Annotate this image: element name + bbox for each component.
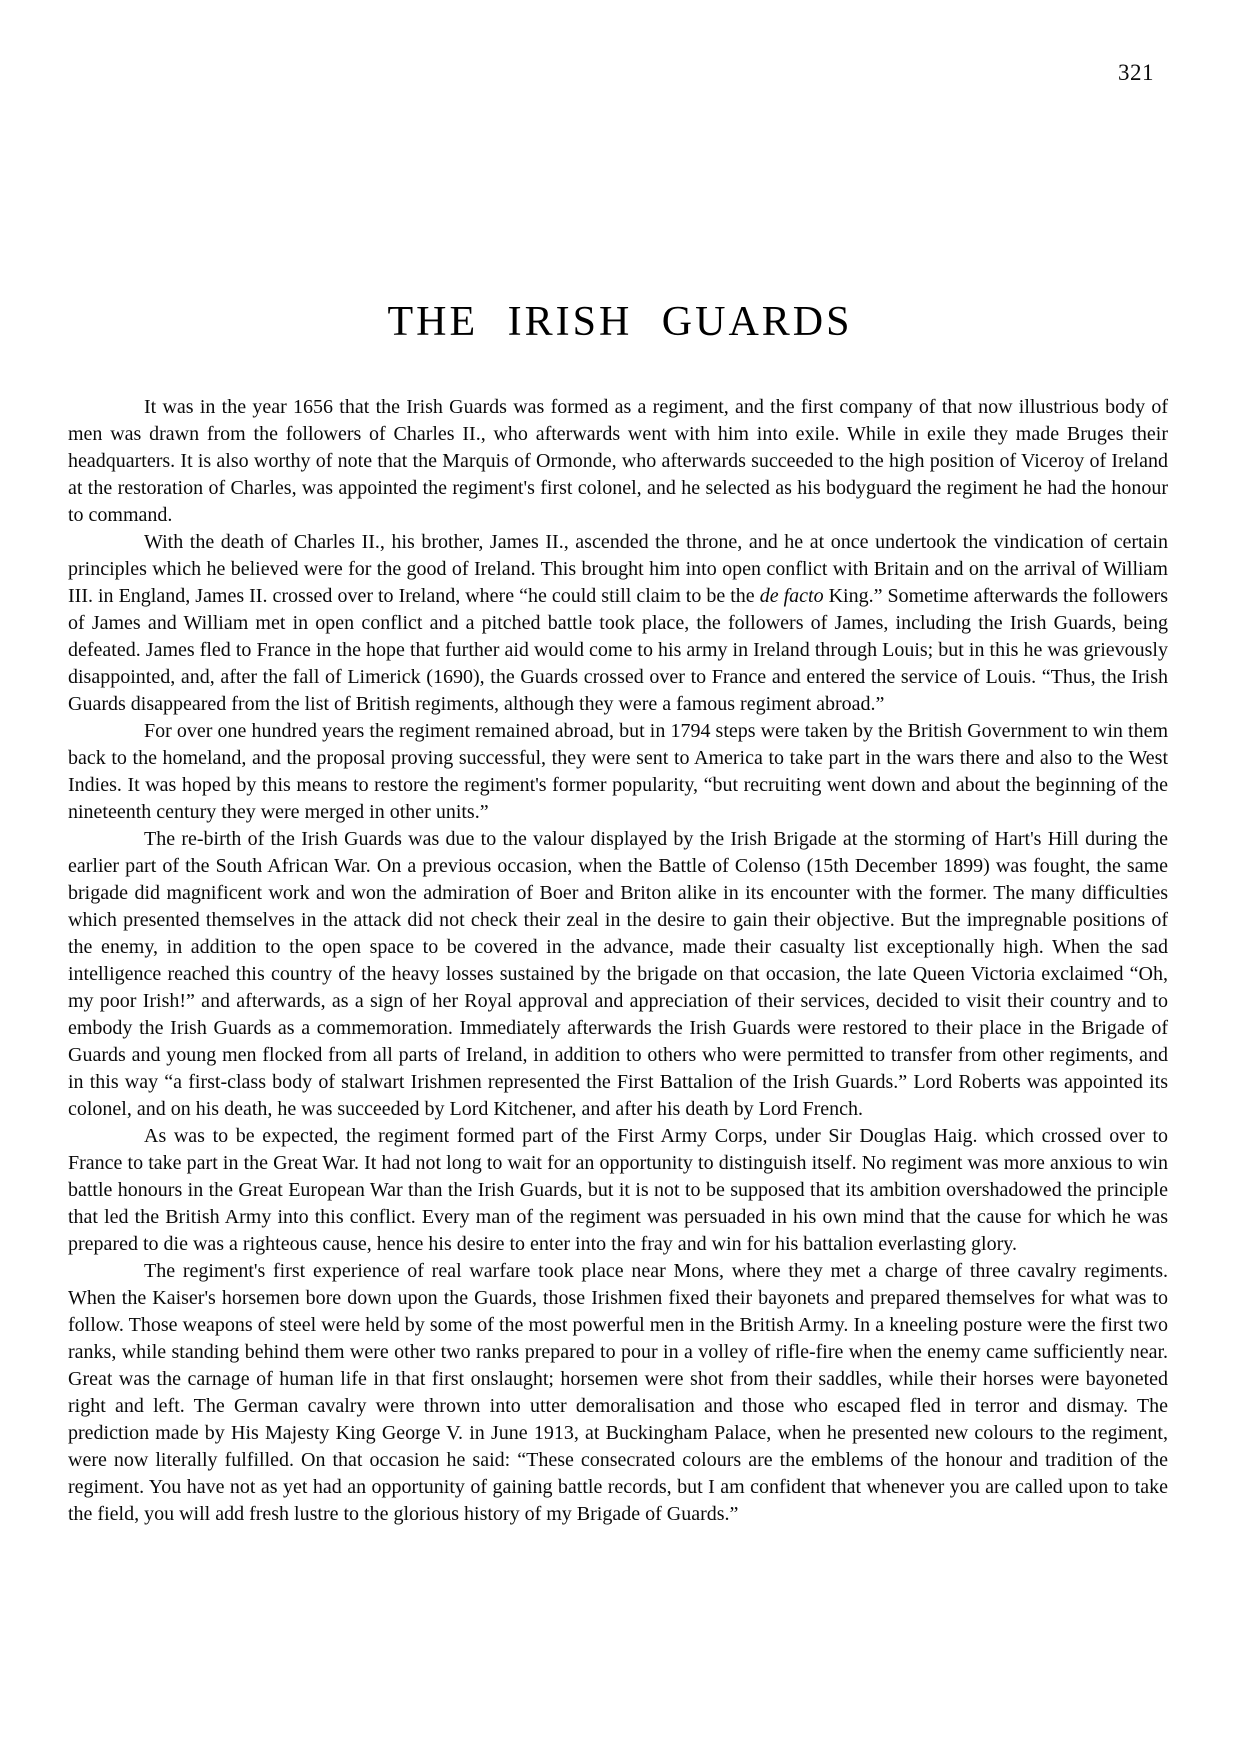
paragraph-4-text: The re-birth of the Irish Guards was due to the valour displayed by the Irish Brigade at the storming of Hart's Hill during the earlier part of the South African War. On a previous occasion, when the Battle of Colenso (15th December 1899) was fought, the same brigade did magnificent work and won the admiration of Boer and Briton alike in its encounter with the former. The many difficulties which presented themselves in the attack did not check their zeal in the desire to gain their objective. But the impregnable positions of the enemy, in addition to the open space to be covered in the advance, made their casualty list exceptionally high. When the sad intelligence reached this country of the heavy losses sustained by the brigade on that occasion, the late Queen Victoria exclaimed “Oh, my poor Irish!” and afterwards, as a sign of her Royal approval and appreciation of their services, decided to visit their country and to embody the Irish Guards as a commemoration. Immediately afterwards the Irish Guards were restored to their place in the Brigade of Guards and young men flocked from all parts of Ireland, in addition to others who were permitted to transfer from other regiments, and in this way “a first-class body of stalwart Irishmen represented the First Battalion of the Irish Guards.” Lord Roberts was appointed its colonel, and on his death, he was succeeded by Lord Kitchener, and after his death by Lord French. (68, 828, 1168, 1120)
paragraph-3 (68, 718, 1168, 826)
page-title: THE IRISH GUARDS (387, 299, 853, 345)
paragraph-2-text-pre: With the death of Charles II., his brother, James II., ascended the throne, and he at once undertook the vindication of certain principles which he believed were for the good of Ireland. This brought him into open conflict with Britain and on the arrival of William III. in England, James II. crossed over to Ireland, where “he could still claim to be the (68, 531, 1168, 607)
paragraph-2 (68, 529, 1168, 718)
paragraph-2-italic-phrase: de facto (759, 585, 824, 607)
paragraph-5-text: As was to be expected, the regiment formed part of the First Army Corps, under Sir Douglas Haig. which crossed over to France to take part in the Great War. It had not long to wait for an opportunity to distinguish itself. No regiment was more anxious to win battle honours in the Great European War than the Irish Guards, but it is not to be supposed that its ambition overshadowed the principle that led the British Army into this conflict. Every man of the regiment was persuaded in his own mind that the cause for which he was prepared to die was a righteous cause, hence his desire to enter into the fray and win for his battalion everlasting glory. (68, 1125, 1168, 1255)
paragraph-4 (68, 826, 1168, 1123)
paragraph-6 (68, 1258, 1168, 1528)
paragraph-1-text: It was in the year 1656 that the Irish Guards was formed as a regiment, and the first company of that now illustrious body of men was drawn from the followers of Charles II., who afterwards went with him into exile. While in exile they made Bruges their headquarters. It is also worthy of note that the Marquis of Ormonde, who afterwards succeeded to the high position of Viceroy of Ireland at the restoration of Charles, was appointed the regiment's first colonel, and he selected as his bodyguard the regiment he had the honour to command. (68, 396, 1168, 526)
body-text (68, 394, 1168, 1528)
paragraph-5 (68, 1123, 1168, 1258)
paragraph-1 (68, 394, 1168, 529)
paragraph-6-text: The regiment's first experience of real warfare took place near Mons, where they met a charge of three cavalry regiments. When the Kaiser's horsemen bore down upon the Guards, those Irishmen fixed their bayonets and prepared themselves for what was to follow. Those weapons of steel were held by some of the most powerful men in the British Army. In a kneeling posture were the first two ranks, while standing behind them were other two ranks prepared to pour in a volley of rifle-fire when the enemy came sufficiently near. Great was the carnage of human life in that first onslaught; horsemen were shot from their saddles, while their horses were bayoneted right and left. The German cavalry were thrown into utter demoralisation and those who escaped fled in terror and dismay. The prediction made by His Majesty King George V. in June 1913, at Buckingham Palace, when he presented new colours to the regiment, were now literally fulfilled. On that occasion he said: “These consecrated colours are the emblems of the honour and tradition of the regiment. You have not as yet had an opportunity of gaining battle records, but I am confident that whenever you are called upon to take the field, you will add fresh lustre to the glorious history of my Brigade of Guards.” (68, 1260, 1168, 1525)
page-number: 321 (1118, 60, 1154, 85)
paragraph-3-text: For over one hundred years the regiment remained abroad, but in 1794 steps were taken by the British Government to win them back to the homeland, and the proposal proving successful, they were sent to America to take part in the wars there and also to the West Indies. It was hoped by this means to restore the regiment's former popularity, “but recruiting went down and about the beginning of the nineteenth century they were merged in other units.” (68, 720, 1168, 823)
paragraph-2-text-post: King.” Sometime afterwards the followers of James and William met in open conflict and a pitched battle took place, the followers of James, including the Irish Guards, being defeated. James fled to France in the hope that further aid would come to his army in Ireland through Louis; but in this he was grievously disappointed, and, after the fall of Limerick (1690), the Guards crossed over to France and entered the service of Louis. “Thus, the Irish Guards disappeared from the list of British regiments, although they were a famous regiment abroad.” (68, 585, 1168, 715)
